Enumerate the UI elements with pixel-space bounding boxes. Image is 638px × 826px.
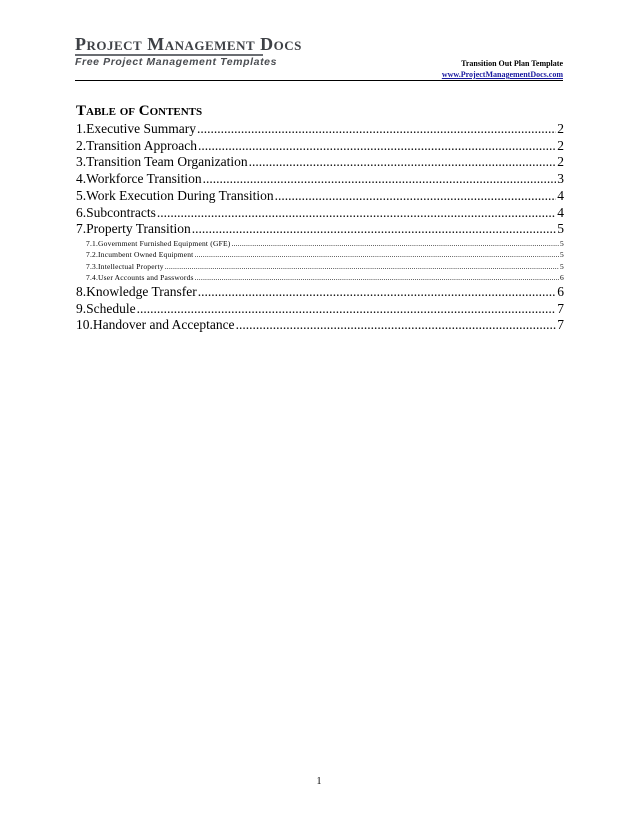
toc-leader-dots	[203, 171, 557, 188]
toc-entry-label: 9.Schedule	[76, 300, 136, 316]
toc-leader-dots	[275, 188, 557, 205]
toc-entry-label: 4.Workforce Transition	[76, 171, 202, 187]
toc-entry-subcontracts[interactable]	[76, 205, 564, 222]
toc-page-number: 5	[560, 261, 564, 271]
toc-leader-dots	[195, 272, 559, 284]
toc-entry-label: 6.Subcontracts	[76, 204, 156, 220]
toc-leader-dots	[197, 121, 556, 138]
toc-leader-dots	[198, 284, 557, 301]
toc-page-number: 4	[557, 204, 564, 220]
page-number: 1	[316, 776, 322, 787]
toc-leader-dots	[165, 261, 559, 273]
toc-page-number: 5	[560, 250, 564, 260]
toc-page-number: 3	[557, 171, 564, 187]
toc-heading: Table of Contents	[76, 103, 203, 119]
toc-leader-dots	[192, 221, 556, 238]
toc-page-number: 6	[557, 283, 564, 299]
logo	[75, 34, 302, 69]
header-divider	[75, 80, 563, 81]
logo-subtitle: Free Project Management Templates	[75, 56, 278, 68]
table-of-contents	[76, 103, 564, 334]
toc-page-number: 5	[557, 221, 564, 237]
toc-entry-label: 1.Executive Summary	[76, 121, 196, 136]
toc-leader-dots	[157, 205, 556, 222]
toc-leader-dots	[137, 301, 557, 318]
toc-entry-label: 10.Handover and Acceptance	[76, 317, 235, 333]
page-header	[442, 58, 563, 80]
toc-entry-transition-approach[interactable]	[76, 138, 564, 155]
toc-entry-label: 3.Transition Team Organization	[76, 154, 248, 170]
toc-page-number: 4	[557, 187, 564, 203]
toc-page-number: 5	[560, 238, 564, 248]
website-link[interactable]: www.ProjectManagementDocs.com	[441, 70, 563, 79]
toc-leader-dots	[236, 317, 557, 334]
toc-entry-label: 7.1.Government Furnished Equipment (GFE)	[86, 238, 231, 248]
document-title: Transition Out Plan Template	[461, 59, 563, 68]
toc-entry-transition-team-organization[interactable]	[76, 154, 564, 171]
toc-entry-label: 7.4.User Accounts and Passwords	[86, 273, 194, 283]
toc-leader-dots	[198, 138, 556, 155]
toc-entry-label: 2.Transition Approach	[76, 137, 197, 153]
toc-entry-workforce-transition[interactable]	[76, 171, 564, 188]
toc-entry-schedule[interactable]	[76, 301, 564, 318]
toc-entry-label: 7.Property Transition	[76, 221, 191, 237]
toc-subentry-user-accounts-passwords[interactable]	[76, 272, 564, 284]
toc-page-number: 2	[557, 121, 564, 136]
toc-entry-knowledge-transfer[interactable]	[76, 284, 564, 301]
toc-page-number: 2	[557, 137, 564, 153]
toc-entry-handover-acceptance[interactable]	[76, 317, 564, 334]
toc-subentry-government-furnished-equipment[interactable]	[76, 238, 564, 250]
toc-page-number: 6	[560, 273, 564, 283]
toc-entry-property-transition[interactable]	[76, 221, 564, 238]
toc-entry-label: 5.Work Execution During Transition	[76, 187, 274, 203]
toc-leader-dots	[231, 238, 559, 250]
toc-entry-label: 8.Knowledge Transfer	[76, 283, 197, 299]
toc-leader-dots	[249, 154, 557, 171]
toc-subentry-intellectual-property[interactable]	[76, 261, 564, 273]
toc-page-number: 7	[557, 317, 564, 333]
toc-leader-dots	[194, 249, 559, 261]
toc-entry-label: 7.3.Intellectual Property	[86, 261, 164, 271]
toc-entry-label: 7.2.Incumbent Owned Equipment	[86, 250, 194, 260]
toc-page-number: 7	[557, 300, 564, 316]
logo-title: Project Management Docs	[75, 34, 302, 54]
toc-subentry-incumbent-owned-equipment[interactable]	[76, 249, 564, 261]
toc-entry-executive-summary[interactable]	[76, 121, 564, 138]
toc-page-number: 2	[557, 154, 564, 170]
toc-entry-work-execution[interactable]	[76, 188, 564, 205]
